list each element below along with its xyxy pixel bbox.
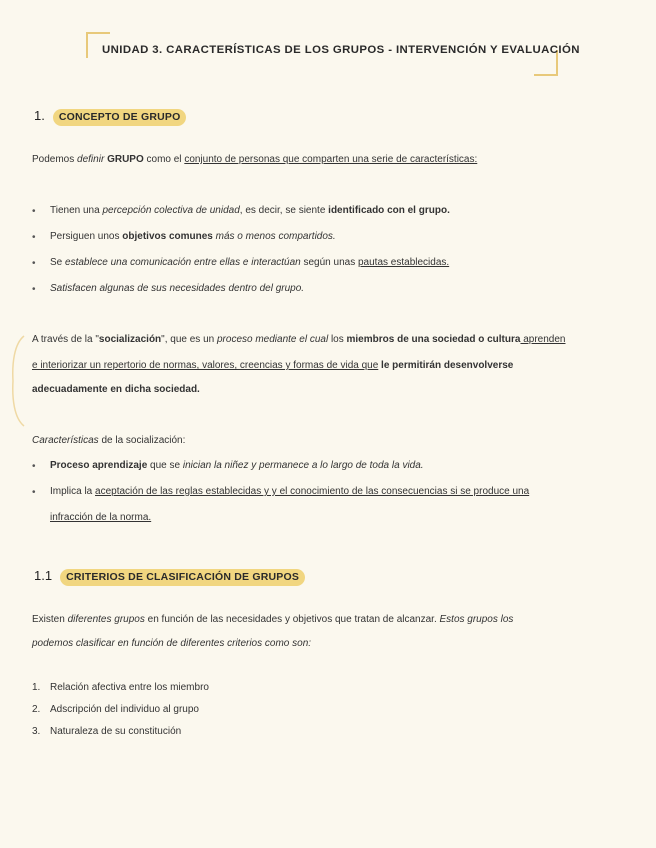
bullet-dot: • [32, 232, 36, 243]
section-1-number: 1. [34, 108, 45, 123]
bullet-dot: • [32, 206, 36, 217]
bullet-3-text-a: Se [50, 257, 66, 268]
section-1-label: CONCEPTO DE GRUPO [53, 109, 187, 126]
bullet-1-text-c: , es decir, se siente [239, 205, 329, 216]
bullet-dot: • [32, 284, 36, 295]
bullet-2-text-a: Persiguen unos [50, 231, 123, 242]
section-1-heading [34, 108, 186, 126]
carac-text-a: Características [32, 435, 99, 446]
list-item [50, 282, 304, 296]
crit-text-p2: podemos clasificar en función de diferentes criterios como son: [32, 638, 312, 649]
intro-text-d: GRUPO [107, 154, 144, 165]
criterios-line-2 [32, 637, 311, 651]
section-1-1-number: 1.1 [34, 568, 53, 583]
soc-text-2a: e interiorizar un repertorio de normas, valores, creencias y formas de vida que [32, 360, 379, 371]
page-title: UNIDAD 3. CARACTERÍSTICAS DE LOS GRUPOS - INTERVENCIÓN Y EVALUACIÓN [102, 44, 580, 56]
item-number: 3. [32, 726, 41, 737]
crit-text-d: Estos grupos los [439, 614, 514, 625]
list-item [32, 681, 209, 695]
intro-paragraph [32, 153, 477, 167]
soc-text-2b: le permitirán desenvolverse [378, 360, 514, 371]
list-item [50, 485, 529, 499]
bullet-4-text: Satisfacen algunas de sus necesidades dentro del grupo. [50, 283, 305, 294]
title-frame [86, 32, 580, 76]
crit-text-b: diferentes grupos [67, 614, 145, 625]
bullet-3-text-b: establece una comunicación entre ellas e interactúan [65, 257, 301, 268]
bullet-3-text-c: según unas [300, 257, 358, 268]
bullet-dot: • [32, 461, 36, 472]
list-item [32, 703, 199, 717]
soc-text-1b: socialización [98, 334, 162, 345]
bullet-2-text-c: más o menos compartidos. [212, 231, 336, 242]
bullet-1-text-b: percepción colectiva de unidad [102, 205, 240, 216]
soc-text-1d: proceso mediante el cual [216, 334, 329, 345]
socializacion-line-1 [32, 333, 566, 347]
intro-text-f: conjunto de personas que comparten una serie de características: [184, 154, 478, 165]
item-number: 2. [32, 704, 41, 715]
soc-text-1g: aprenden [520, 334, 566, 345]
socializacion-line-3 [32, 383, 200, 397]
soc-text-1c: ", que es un [161, 334, 217, 345]
carac-bullet-2-a: Implica la [50, 486, 96, 497]
crit-text-a: Existen [32, 614, 68, 625]
bullet-dot: • [32, 258, 36, 269]
intro-text-b: definir [77, 154, 105, 165]
bullet-dot: • [32, 487, 36, 498]
section-1-1-label: CRITERIOS DE CLASIFICACIÓN DE GRUPOS [60, 569, 305, 586]
soc-text-1e: los [328, 334, 347, 345]
item-number: 1. [32, 682, 41, 693]
list-item [50, 204, 450, 218]
soc-text-1f: miembros de una sociedad o cultura [346, 334, 521, 345]
list-item [50, 230, 336, 244]
carac-bullet-1-a: Proceso aprendizaje [50, 460, 148, 471]
criterios-line-1 [32, 613, 513, 627]
carac-bullet-1-b: que se [147, 460, 183, 471]
list-item [32, 725, 181, 739]
caracteristicas-heading [32, 434, 185, 448]
carac-text-b: de la socialización: [98, 435, 186, 446]
bullet-1-text-a: Tienen una [50, 205, 103, 216]
carac-bullet-1-c: inician la niñez y permanece a lo largo de toda la vida. [182, 460, 424, 471]
left-bracket-decoration [10, 334, 26, 428]
intro-text-e: como el [143, 154, 185, 165]
intro-text-a: Podemos [32, 154, 78, 165]
carac-bullet-2-c: infracción de la norma. [50, 512, 152, 523]
carac-bullet-2-b: aceptación de las reglas establecidas y y el conocimiento de las consecuencias si se produce una [95, 486, 530, 497]
bullet-3-text-d: pautas establecidas. [357, 257, 450, 268]
item-text: Relación afectiva entre los miembro [50, 682, 209, 693]
item-text: Adscripción del individuo al grupo [50, 704, 199, 715]
soc-text-1a: A través de la " [32, 334, 99, 345]
crit-text-c: en función de las necesidades y objetivos que tratan de alcanzar. [144, 614, 440, 625]
list-item-continuation [50, 511, 151, 525]
bullet-1-text-d: identificado con el grupo. [328, 205, 450, 216]
socializacion-line-2 [32, 359, 513, 373]
section-1-1-heading [34, 568, 305, 586]
soc-text-3: adecuadamente en dicha sociedad. [32, 384, 200, 395]
item-text: Naturaleza de su constitución [50, 726, 182, 737]
bullet-2-text-b: objetivos comunes [122, 231, 213, 242]
list-item [50, 459, 424, 473]
list-item [50, 256, 449, 270]
